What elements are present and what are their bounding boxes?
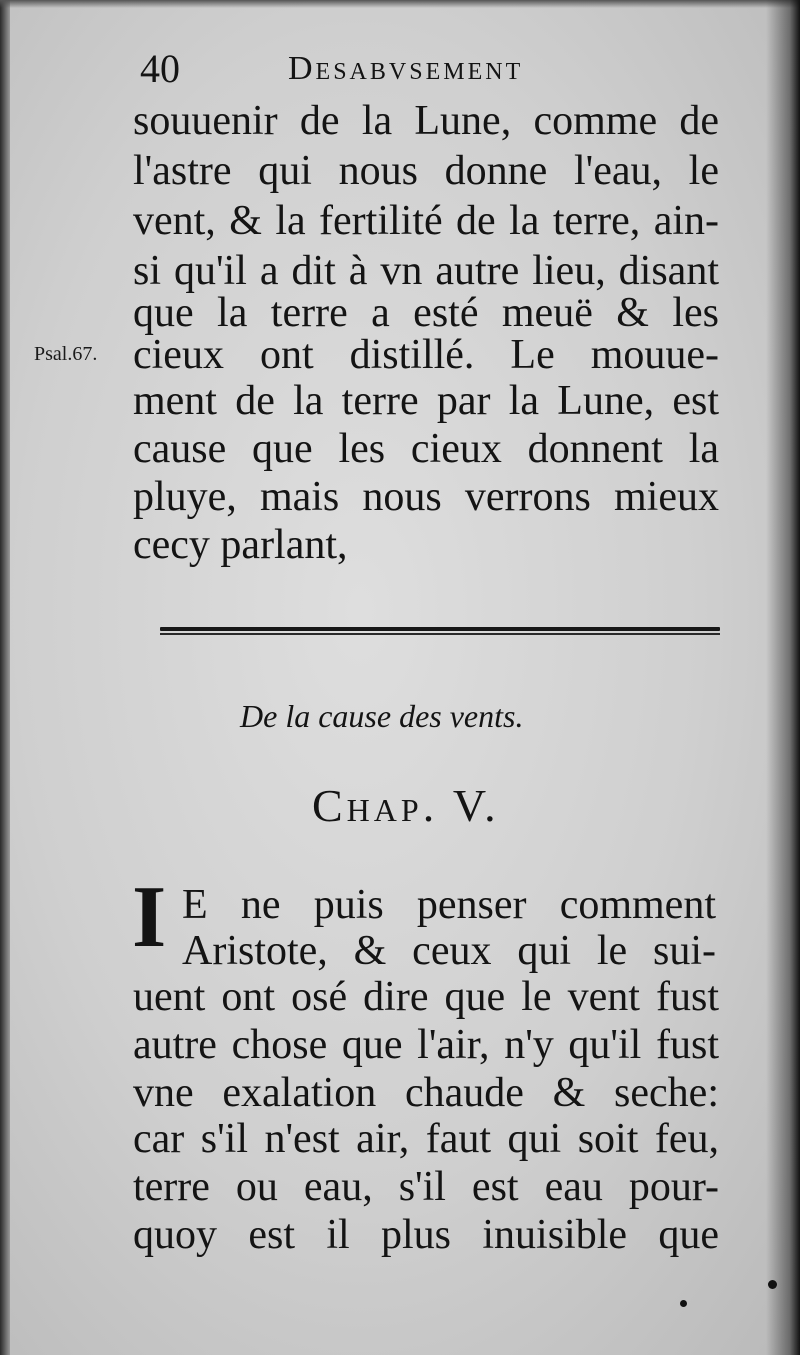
ink-spot — [768, 1280, 777, 1289]
drop-cap: I — [132, 869, 167, 966]
ink-spot — [680, 1300, 687, 1307]
chapter-heading: Chap. V. — [312, 780, 500, 831]
text-line: pluye, mais nous verrons mieux — [133, 474, 719, 520]
text-line: terre ou eau, s'il est eau pour- — [133, 1164, 719, 1210]
text-line: E ne puis penser comment — [182, 882, 716, 928]
text-line: vne exalation chaude & seche: — [133, 1070, 719, 1116]
text-line: uent ont osé dire que le vent fust — [133, 974, 719, 1020]
section-title: De la cause des vents. — [240, 698, 524, 734]
text-line: Aristote, & ceux qui le sui- — [182, 928, 716, 974]
text-line: souuenir de la Lune, comme de — [133, 98, 719, 144]
running-head — [140, 46, 600, 92]
text-line: l'astre qui nous donne l'eau, le — [133, 148, 719, 194]
text-line: quoy est il plus inuisible que — [133, 1212, 719, 1258]
text-line: ment de la terre par la Lune, est — [133, 378, 719, 424]
running-title: Desabvsement — [288, 50, 524, 87]
page-number: 40 — [140, 46, 180, 91]
text-line: vent, & la fertilité de la terre, ain- — [133, 198, 719, 244]
text-line: que la terre a esté meuë & les — [133, 290, 719, 336]
text-line: cecy parlant, — [133, 522, 348, 568]
text-line: si qu'il a dit à vn autre lieu, disant — [133, 248, 719, 294]
page-top-edge — [0, 0, 800, 8]
page-right-edge — [766, 0, 800, 1355]
text-line: car s'il n'est air, faut qui soit feu, — [133, 1116, 719, 1162]
section-rule — [160, 627, 720, 631]
marginal-note: Psal.67. — [34, 343, 98, 365]
section-rule-thin — [160, 633, 720, 635]
page-left-edge — [0, 0, 10, 1355]
text-line: autre chose que l'air, n'y qu'il fust — [133, 1022, 719, 1068]
text-line: cieux ont distillé. Le mouue- — [133, 332, 719, 378]
text-line: cause que les cieux donnent la — [133, 426, 719, 472]
